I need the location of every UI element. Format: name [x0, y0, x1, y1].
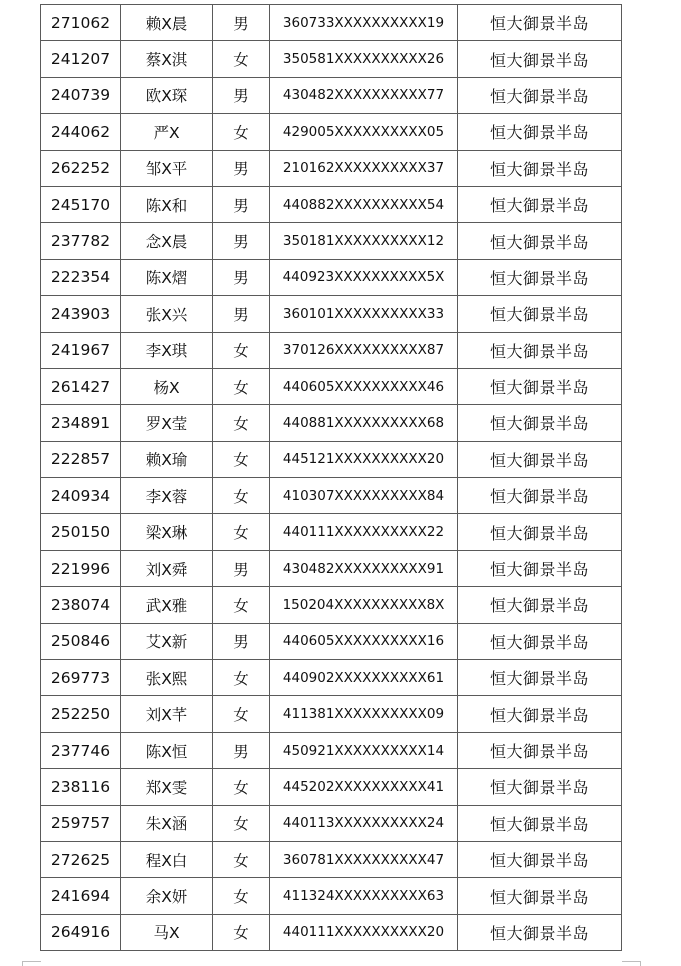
project-name-cell: 恒大御景半岛 — [458, 478, 622, 514]
applicant-name-cell: 李X蓉 — [121, 478, 213, 514]
applicant-number-cell: 241694 — [41, 878, 121, 914]
project-name-cell: 恒大御景半岛 — [458, 841, 622, 877]
applicant-number-cell: 250846 — [41, 623, 121, 659]
table-row — [41, 441, 622, 477]
id-card-number-cell: 430482XXXXXXXXXX77 — [270, 77, 458, 113]
project-name-cell: 恒大御景半岛 — [458, 623, 622, 659]
project-name-cell: 恒大御景半岛 — [458, 259, 622, 295]
id-card-number-cell: 440605XXXXXXXXXX16 — [270, 623, 458, 659]
id-card-number-cell: 450921XXXXXXXXXX14 — [270, 732, 458, 768]
applicant-number-cell: 272625 — [41, 841, 121, 877]
id-card-number-cell: 445121XXXXXXXXXX20 — [270, 441, 458, 477]
project-name-cell: 恒大御景半岛 — [458, 223, 622, 259]
project-name-cell: 恒大御景半岛 — [458, 696, 622, 732]
id-card-number-cell: 440111XXXXXXXXXX22 — [270, 514, 458, 550]
applicant-number-cell: 241967 — [41, 332, 121, 368]
applicant-gender-cell: 男 — [213, 223, 270, 259]
applicant-name-cell: 武X雅 — [121, 587, 213, 623]
applicant-name-cell: 刘X舜 — [121, 550, 213, 586]
project-name-cell: 恒大御景半岛 — [458, 550, 622, 586]
applicant-gender-cell: 男 — [213, 259, 270, 295]
applicant-gender-cell: 女 — [213, 660, 270, 696]
project-name-cell: 恒大御景半岛 — [458, 332, 622, 368]
table-row — [41, 841, 622, 877]
applicant-number-cell: 264916 — [41, 914, 121, 950]
project-name-cell: 恒大御景半岛 — [458, 769, 622, 805]
project-name-cell: 恒大御景半岛 — [458, 441, 622, 477]
applicant-name-cell: 李X琪 — [121, 332, 213, 368]
id-card-number-cell: 440111XXXXXXXXXX20 — [270, 914, 458, 950]
applicant-table-body — [41, 5, 622, 951]
table-row — [41, 5, 622, 41]
applicant-gender-cell: 男 — [213, 150, 270, 186]
applicant-number-cell: 237782 — [41, 223, 121, 259]
applicant-number-cell: 262252 — [41, 150, 121, 186]
applicant-gender-cell: 男 — [213, 623, 270, 659]
applicant-name-cell: 邹X平 — [121, 150, 213, 186]
applicant-number-cell: 222354 — [41, 259, 121, 295]
applicant-name-cell: 艾X新 — [121, 623, 213, 659]
applicant-name-cell: 念X晨 — [121, 223, 213, 259]
applicant-name-cell: 余X妍 — [121, 878, 213, 914]
page-corner-mark-right — [622, 961, 641, 966]
applicant-name-cell: 严X — [121, 114, 213, 150]
id-card-number-cell: 430482XXXXXXXXXX91 — [270, 550, 458, 586]
id-card-number-cell: 440881XXXXXXXXXX68 — [270, 405, 458, 441]
applicant-gender-cell: 女 — [213, 332, 270, 368]
applicant-name-cell: 陈X和 — [121, 186, 213, 222]
applicant-number-cell: 261427 — [41, 368, 121, 404]
applicant-name-cell: 刘X芊 — [121, 696, 213, 732]
applicant-gender-cell: 男 — [213, 77, 270, 113]
table-row — [41, 296, 622, 332]
project-name-cell: 恒大御景半岛 — [458, 914, 622, 950]
project-name-cell: 恒大御景半岛 — [458, 405, 622, 441]
applicant-name-cell: 郑X雯 — [121, 769, 213, 805]
table-row — [41, 914, 622, 950]
applicant-number-cell: 238116 — [41, 769, 121, 805]
id-card-number-cell: 440923XXXXXXXXXX5X — [270, 259, 458, 295]
applicant-number-cell: 222857 — [41, 441, 121, 477]
id-card-number-cell: 410307XXXXXXXXXX84 — [270, 478, 458, 514]
project-name-cell: 恒大御景半岛 — [458, 5, 622, 41]
table-row — [41, 769, 622, 805]
project-name-cell: 恒大御景半岛 — [458, 296, 622, 332]
id-card-number-cell: 350181XXXXXXXXXX12 — [270, 223, 458, 259]
project-name-cell: 恒大御景半岛 — [458, 368, 622, 404]
table-row — [41, 405, 622, 441]
id-card-number-cell: 360101XXXXXXXXXX33 — [270, 296, 458, 332]
project-name-cell: 恒大御景半岛 — [458, 805, 622, 841]
applicant-gender-cell: 男 — [213, 186, 270, 222]
applicant-table — [40, 4, 622, 951]
id-card-number-cell: 350581XXXXXXXXXX26 — [270, 41, 458, 77]
applicant-name-cell: 朱X涵 — [121, 805, 213, 841]
table-row — [41, 332, 622, 368]
applicant-gender-cell: 女 — [213, 805, 270, 841]
applicant-gender-cell: 男 — [213, 296, 270, 332]
project-name-cell: 恒大御景半岛 — [458, 732, 622, 768]
table-row — [41, 878, 622, 914]
applicant-name-cell: 罗X莹 — [121, 405, 213, 441]
id-card-number-cell: 210162XXXXXXXXXX37 — [270, 150, 458, 186]
applicant-name-cell: 陈X恒 — [121, 732, 213, 768]
project-name-cell: 恒大御景半岛 — [458, 878, 622, 914]
table-row — [41, 368, 622, 404]
applicant-gender-cell: 女 — [213, 878, 270, 914]
page-corner-mark-left — [22, 961, 41, 966]
id-card-number-cell: 150204XXXXXXXXXX8X — [270, 587, 458, 623]
id-card-number-cell: 360781XXXXXXXXXX47 — [270, 841, 458, 877]
applicant-name-cell: 程X白 — [121, 841, 213, 877]
applicant-gender-cell: 女 — [213, 368, 270, 404]
applicant-number-cell: 269773 — [41, 660, 121, 696]
table-row — [41, 478, 622, 514]
applicant-name-cell: 张X熙 — [121, 660, 213, 696]
table-row — [41, 550, 622, 586]
id-card-number-cell: 440902XXXXXXXXXX61 — [270, 660, 458, 696]
table-row — [41, 514, 622, 550]
applicant-number-cell: 259757 — [41, 805, 121, 841]
applicant-name-cell: 马X — [121, 914, 213, 950]
applicant-name-cell: 蔡X淇 — [121, 41, 213, 77]
table-row — [41, 660, 622, 696]
table-row — [41, 259, 622, 295]
applicant-name-cell: 陈X熠 — [121, 259, 213, 295]
project-name-cell: 恒大御景半岛 — [458, 150, 622, 186]
id-card-number-cell: 411381XXXXXXXXXX09 — [270, 696, 458, 732]
applicant-number-cell: 234891 — [41, 405, 121, 441]
applicant-name-cell: 杨X — [121, 368, 213, 404]
applicant-gender-cell: 女 — [213, 405, 270, 441]
applicant-number-cell: 252250 — [41, 696, 121, 732]
applicant-gender-cell: 女 — [213, 587, 270, 623]
applicant-gender-cell: 女 — [213, 478, 270, 514]
applicant-gender-cell: 女 — [213, 914, 270, 950]
applicant-gender-cell: 男 — [213, 732, 270, 768]
table-row — [41, 223, 622, 259]
applicant-number-cell: 250150 — [41, 514, 121, 550]
applicant-number-cell: 271062 — [41, 5, 121, 41]
table-row — [41, 805, 622, 841]
applicant-number-cell: 238074 — [41, 587, 121, 623]
project-name-cell: 恒大御景半岛 — [458, 587, 622, 623]
id-card-number-cell: 360733XXXXXXXXXX19 — [270, 5, 458, 41]
project-name-cell: 恒大御景半岛 — [458, 186, 622, 222]
applicant-name-cell: 赖X晨 — [121, 5, 213, 41]
project-name-cell: 恒大御景半岛 — [458, 114, 622, 150]
table-row — [41, 150, 622, 186]
id-card-number-cell: 445202XXXXXXXXXX41 — [270, 769, 458, 805]
applicant-number-cell: 240934 — [41, 478, 121, 514]
project-name-cell: 恒大御景半岛 — [458, 514, 622, 550]
applicant-name-cell: 张X兴 — [121, 296, 213, 332]
id-card-number-cell: 370126XXXXXXXXXX87 — [270, 332, 458, 368]
id-card-number-cell: 440113XXXXXXXXXX24 — [270, 805, 458, 841]
applicant-name-cell: 梁X琳 — [121, 514, 213, 550]
applicant-gender-cell: 女 — [213, 41, 270, 77]
applicant-name-cell: 赖X瑜 — [121, 441, 213, 477]
applicant-gender-cell: 男 — [213, 5, 270, 41]
applicant-gender-cell: 男 — [213, 550, 270, 586]
applicant-gender-cell: 女 — [213, 514, 270, 550]
applicant-name-cell: 欧X琛 — [121, 77, 213, 113]
applicant-gender-cell: 女 — [213, 441, 270, 477]
project-name-cell: 恒大御景半岛 — [458, 660, 622, 696]
applicant-number-cell: 241207 — [41, 41, 121, 77]
applicant-number-cell: 221996 — [41, 550, 121, 586]
id-card-number-cell: 440882XXXXXXXXXX54 — [270, 186, 458, 222]
table-row — [41, 77, 622, 113]
applicant-number-cell: 240739 — [41, 77, 121, 113]
applicant-number-cell: 244062 — [41, 114, 121, 150]
table-row — [41, 114, 622, 150]
table-row — [41, 696, 622, 732]
id-card-number-cell: 429005XXXXXXXXXX05 — [270, 114, 458, 150]
table-row — [41, 623, 622, 659]
table-row — [41, 587, 622, 623]
table-row — [41, 41, 622, 77]
id-card-number-cell: 440605XXXXXXXXXX46 — [270, 368, 458, 404]
id-card-number-cell: 411324XXXXXXXXXX63 — [270, 878, 458, 914]
applicant-gender-cell: 女 — [213, 841, 270, 877]
applicant-gender-cell: 女 — [213, 114, 270, 150]
table-row — [41, 732, 622, 768]
table-row — [41, 186, 622, 222]
applicant-number-cell: 237746 — [41, 732, 121, 768]
project-name-cell: 恒大御景半岛 — [458, 77, 622, 113]
applicant-number-cell: 243903 — [41, 296, 121, 332]
applicant-gender-cell: 女 — [213, 696, 270, 732]
project-name-cell: 恒大御景半岛 — [458, 41, 622, 77]
applicant-number-cell: 245170 — [41, 186, 121, 222]
applicant-gender-cell: 女 — [213, 769, 270, 805]
